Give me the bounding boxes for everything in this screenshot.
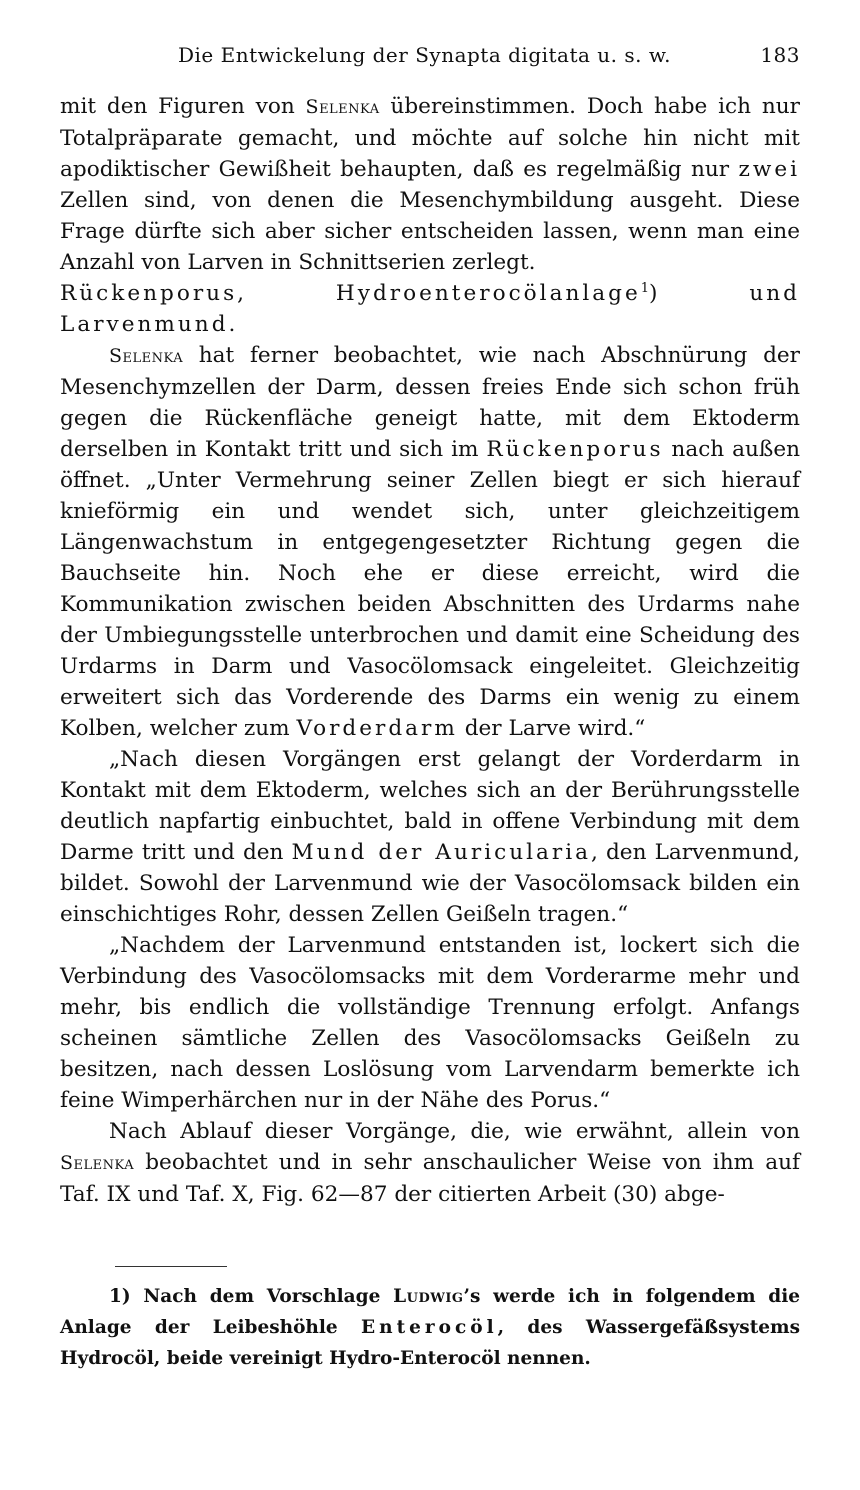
spaced-emphasis: Mund der Auricularia (291, 840, 592, 865)
author-name: Selenka (305, 96, 380, 118)
footnote-text-b: ’s werde ich in folgendem die Anlage der Leibeshöhle (60, 1286, 801, 1338)
paragraph-5-text-b: beobachtet und in sehr anschaulicher Weise von ihm auf Taf. IX und Taf. X, Fig. 62—87 der citierten Arbeit (30) abge- (60, 1150, 800, 1207)
footnote (60, 1281, 800, 1374)
body-text (60, 91, 800, 1210)
section-heading (60, 278, 800, 340)
page-number: 183 (760, 43, 800, 67)
paragraph-2 (60, 340, 800, 744)
paragraph-2-text-a: hat ferner beobachtet, wie nach Abschnürung der Mesenchymzellen der Darm, dessen freies Ende sich schon früh gegen die Rückenfläche geneigt hatte, mit dem Ektoderm derselben in Kontakt tritt und sich im (60, 343, 800, 462)
paragraph-3-text-a: „Nach diesen Vorgängen erst gelangt der Vorderdarm in Kontakt mit dem Ektoderm, welches sich an der Berührungsstelle deutlich napfartig einbuchtet, bald in offene Verbindung mit dem Darme tritt und den (60, 747, 800, 865)
paragraph-1 (60, 91, 800, 278)
paragraph-5-text-a: Nach Ablauf dieser Vorgänge, die, wie erwähnt, allein von (109, 1119, 800, 1144)
section-heading-part1: Rückenporus, Hydroenterocölanlage (60, 281, 641, 306)
paragraph-2-text-b: nach außen öffnet. „Unter Vermehrung seiner Zellen biegt er sich hierauf knieförmig ein und wendet sich, unter gleichzeitigem Längenwachstum in entgegengesetzter Richtung gegen die Bauchseite hin. Noch ehe er diese erreicht, wird die Kommunikation zwischen beiden Abschnitten des Urdarms nahe der Umbiegungsstelle unterbrochen und damit eine Scheidung des Urdarms in Darm und Vasocölomsack eingeleitet. Gleichzeitig erweitert sich das Vorderende des Darms ein wenig zu einem Kolben, welcher zum (60, 437, 801, 741)
spaced-emphasis: Rückenporus (486, 437, 664, 462)
spaced-emphasis: Enterocöl (361, 1317, 498, 1338)
paragraph-1-text-a: mit den Figuren von (60, 94, 306, 119)
running-title: Die Entwickelung der Synapta digitata u. s. w. (178, 43, 671, 67)
paragraph-4: „Nachdem der Larvenmund entstanden ist, lockert sich die Verbindung des Vasocölomsacks mit dem Vorderarme mehr und mehr, bis endlich die vollständige Trennung erfolgt. Anfangs scheinen sämtliche Zellen des Vasocölomsacks Geißeln zu besitzen, nach dessen Loslösung vom Larvendarm bemerkte ich feine Wimperhärchen nur in der Nähe des Porus.“ (60, 933, 800, 1113)
paragraph-3-text-b: , den Larvenmund, bildet. Sowohl der Larvenmund wie der Vasocölomsack bilden ein einschichtiges Rohr, dessen Zellen Geißeln tragen.“ (60, 840, 800, 927)
footnote-text-c: , des Wassergefäßsystems Hydrocöl, beide vereinigt Hydro-Enterocöl nennen. (60, 1317, 801, 1369)
footnote-author: Ludwig (393, 1286, 464, 1307)
footnote-marker: 1 (640, 280, 650, 296)
paragraph-2-text-c: der Larve wird.“ (457, 716, 646, 741)
page-header (60, 40, 800, 70)
author-name: Selenka (109, 345, 184, 367)
footnote-text-a: 1) Nach dem Vorschlage (109, 1286, 394, 1307)
footnote-text (60, 1281, 800, 1374)
spaced-emphasis: zwei (738, 157, 800, 182)
footnote-rule (115, 1266, 227, 1267)
paragraph-3 (60, 744, 800, 930)
paragraph-5 (60, 1116, 800, 1210)
spaced-emphasis: Vorderdarm (296, 716, 458, 741)
paragraph-1-text-c: Zellen sind, von denen die Mesenchymbildung ausgeht. Diese Frage dürfte sich aber sicher entscheiden lassen, wenn man eine Anzahl von Larven in Schnittserien zerlegt. (60, 188, 800, 275)
section-heading-part2: ) und Larvenmund. (60, 281, 800, 337)
paragraph-1-text-b: übereinstimmen. Doch habe ich nur Totalpräparate gemacht, und möchte auf solche hin nicht mit apodiktischer Gewißheit behaupten, daß es regelmäßig nur (60, 94, 801, 182)
author-name: Selenka (60, 1152, 135, 1174)
